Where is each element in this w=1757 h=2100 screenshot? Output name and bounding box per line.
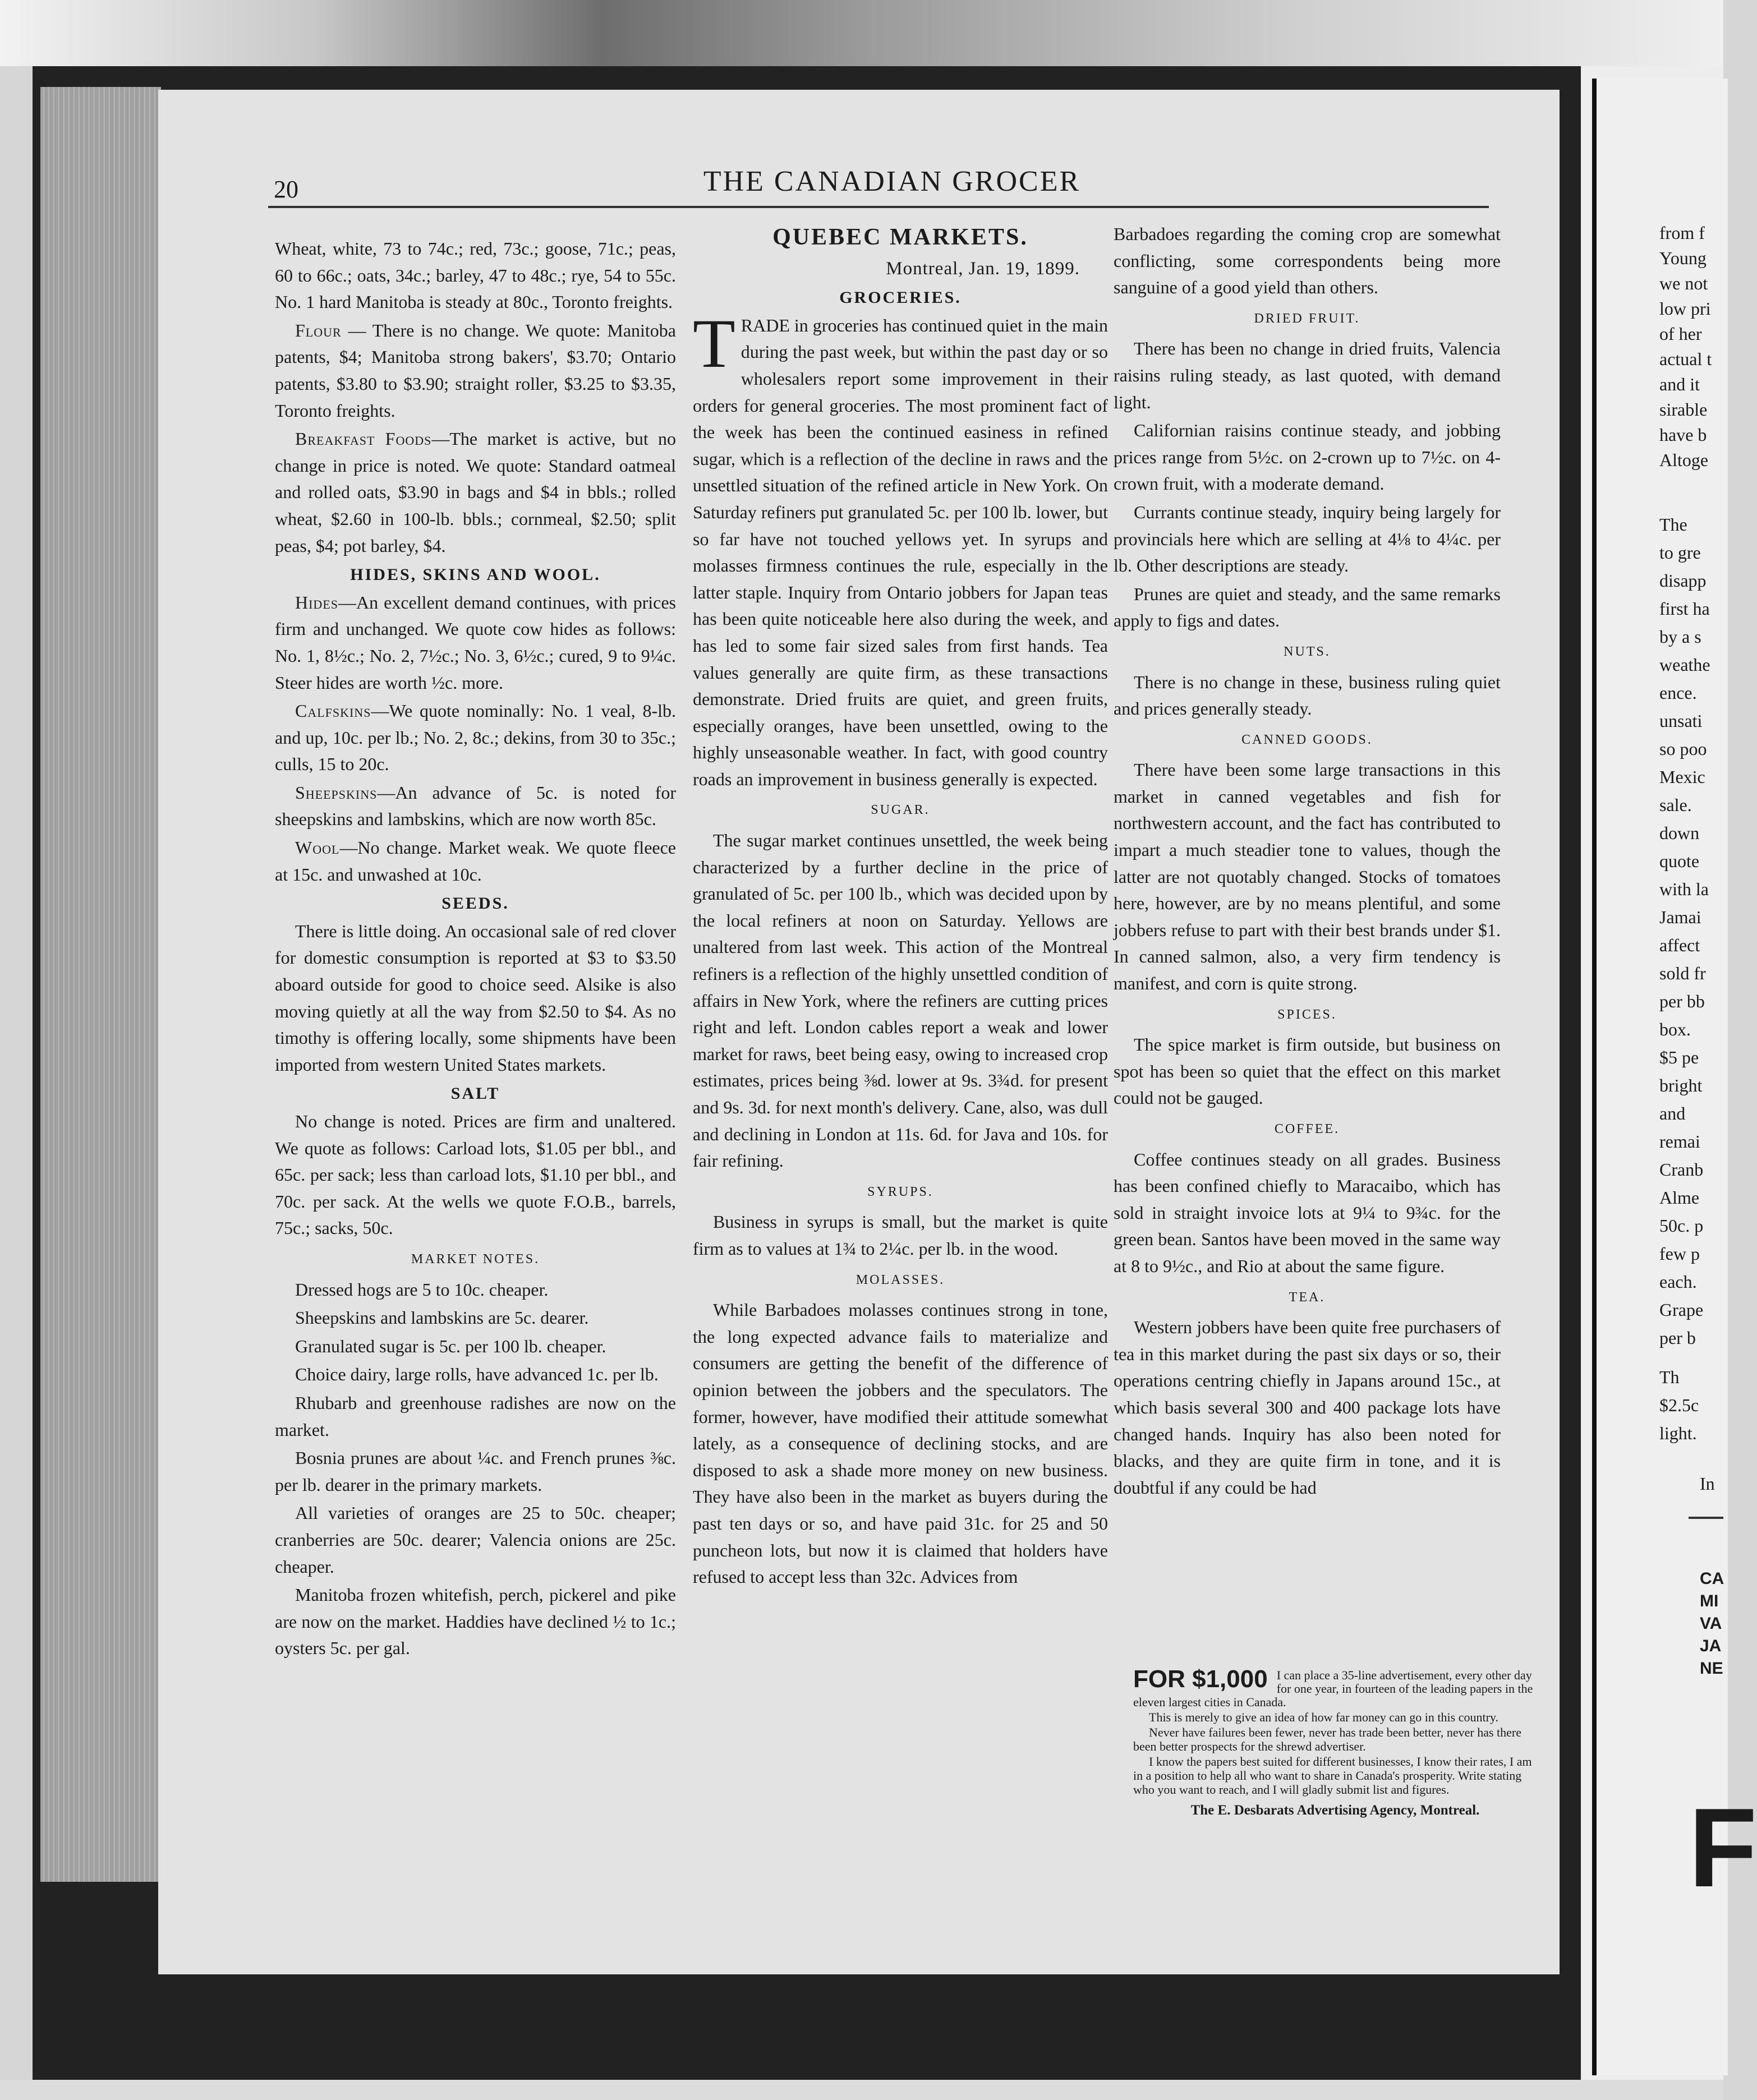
fragment-line: each. [1659, 1272, 1697, 1292]
fragment-line: affect [1659, 935, 1700, 955]
fragment-line: down [1659, 823, 1700, 843]
hides-text: —An excellent demand continues, with prices firm and unchanged. We quote cow hides as follows: No. 1, 8½c.; No. 2, 7½c.; No. 3, 6½c.; cured, 9 to 9¼c. Steer hides are worth ½c. more. [275, 592, 676, 693]
ad-paragraph: This is merely to give an idea of how far money can go in this country. [1149, 1710, 1498, 1724]
market-note: Bosnia prunes are about ¼c. and French prunes ⅜c. per lb. dearer in the primary markets. [275, 1448, 676, 1495]
fragment-line: per bb [1659, 991, 1705, 1011]
fragment-bold-line: MI [1700, 1592, 1719, 1610]
fragment-line: per b [1659, 1328, 1696, 1348]
breakfast-foods-label: Breakfast Foods [295, 429, 432, 449]
fragment-line: Jamai [1659, 907, 1701, 927]
fragment-line: low pri [1659, 298, 1711, 319]
fragment-line: In [1700, 1473, 1715, 1494]
fragment-bold-line: JA [1700, 1637, 1722, 1655]
fragment-line: bright [1659, 1075, 1703, 1095]
scan-top-shadow [0, 0, 1723, 66]
fragment-bold-line: VA [1700, 1614, 1722, 1633]
wool-text: —No change. Market weak. We quote fleece at 15c. and unwashed at 10c. [275, 837, 676, 885]
market-note: Manitoba frozen whitefish, perch, pickerel and pike are now on the market. Haddies have declined ½ to 1c.; oysters 5c. per gal. [275, 1585, 676, 1659]
hides-paragraph [275, 590, 676, 696]
quebec-markets-title: QUEBEC MARKETS. [772, 224, 1028, 250]
market-notes-heading: MARKET NOTES. [411, 1251, 540, 1267]
scan-bottom-strip [0, 2080, 1723, 2100]
coffee-heading: COFFEE. [1274, 1122, 1340, 1136]
fragment-line: we not [1659, 273, 1708, 293]
fragment-line: Mexic [1659, 767, 1705, 787]
desbarats-advertisement [1133, 1665, 1537, 1904]
fragment-line: disapp [1659, 570, 1707, 591]
spices-heading: SPICES. [1277, 1007, 1337, 1022]
market-note: Dressed hogs are 5 to 10c. cheaper. [295, 1279, 549, 1300]
fragment-line: $2.5c [1659, 1395, 1699, 1415]
seeds-heading: SEEDS. [441, 894, 509, 913]
fragment-line: with la [1659, 879, 1709, 899]
fragment-line: The [1659, 514, 1687, 535]
fragment-line: 50c. p [1659, 1215, 1704, 1236]
fragment-line: from f [1659, 223, 1705, 243]
fragment-line: and [1659, 1103, 1686, 1123]
fragment-line: of her [1659, 324, 1702, 344]
flour-paragraph [275, 317, 676, 424]
seeds-paragraph: There is little doing. An occasional sale of red clover for domestic consumption is reported at $3 to $3.50 aboard outside for good to choice seed. Alsike is also moving quietly at all the way from $2.50 to $4. As no timothy is offering locally, some shipments have been imported from western United States markets. [275, 920, 676, 1075]
dried-fruit-heading: DRIED FRUIT. [1254, 311, 1360, 326]
fragment-line: light. [1659, 1423, 1697, 1443]
canned-goods-paragraph: There have been some large transactions in this market in canned vegetables and fish for northwestern account, and the fact has contributed to impart a much steadier tone to values, though the latter are not quotably changed. Stocks of tomatoes here, however, are by no means plentiful, and some jobbers refuse to part with their best brands under $1. In canned salmon, also, a very firm tendency is manifest, and corn is quite strong. [1114, 759, 1501, 994]
calfskins-text: —We quote nominally: No. 1 veal, 8-lb. and up, 10c. per lb.; No. 2, 8c.; dekins, from 30 to 35c.; culls, 15 to 20c. [275, 701, 676, 775]
fragment-line: ence. [1659, 683, 1697, 703]
fragment-line: by a s [1659, 627, 1701, 647]
dried-fruit-paragraph: Californian raisins continue steady, and jobbing prices range from 5½c. on 2-crown up to 7½c. on 4-crown fruit, with a moderate demand. [1114, 420, 1501, 494]
fragment-line: have b [1659, 425, 1707, 445]
molasses-heading: MOLASSES. [855, 1272, 945, 1287]
column-1 [275, 236, 676, 1664]
groceries-paragraph [693, 305, 1108, 793]
hides-label: Hides [295, 592, 338, 612]
hides-heading: HIDES, SKINS AND WOOL. [350, 565, 601, 584]
molasses-continued: Barbadoes regarding the coming crop are somewhat conflicting, some correspondents being more sanguine of a good yield than others. [1114, 224, 1501, 298]
fragment-rule [1689, 1517, 1723, 1519]
breakfast-foods-paragraph [275, 426, 676, 559]
ad-agency-signature: The E. Desbarats Advertising Agency, Montreal. [1190, 1803, 1480, 1818]
ad-intro: I can place a 35-line advertisement, every other day for one year, in fourteen of the leading papers in the eleven largest cities in Canada. [1133, 1668, 1533, 1709]
dried-fruit-paragraph: There has been no change in dried fruits, Valencia raisins ruling steady, as last quoted, with demand light. [1114, 338, 1501, 412]
fragment-line: actual t [1659, 349, 1712, 369]
drop-cap: T [693, 305, 735, 382]
market-note: Sheepskins and lambskins are 5c. dearer. [295, 1307, 589, 1328]
fragment-line: sale. [1659, 795, 1692, 815]
nuts-paragraph: There is no change in these, business ruling quiet and prices generally steady. [1114, 671, 1501, 719]
book-page-edges [40, 87, 161, 1882]
fragment-line: so poo [1659, 739, 1707, 759]
fragment-line: Young [1659, 248, 1707, 268]
column-3 [1114, 221, 1501, 1503]
fragment-line: Cranb [1659, 1159, 1704, 1180]
dried-fruit-paragraph: Prunes are quiet and steady, and the same remarks apply to figs and dates. [1114, 583, 1501, 631]
molasses-paragraph: While Barbadoes molasses continues strong in tone, the long expected advance fails to materialize and consumers are getting the benefit of the difference of opinion between the jobbers and the speculators. The former, however, have modified their attitude somewhat lately, as a consequence of declining stocks, and are disposed to ask a shade more money on new business. They have also been in the market as buyers during the past ten days or so, and have paid 31c. for 25 and 50 puncheon lots, but now it is claimed that holders have refused to accept less than 32c. Advices from [693, 1300, 1108, 1587]
spices-paragraph: The spice market is firm outside, but business on spot has been so quiet that the effect on this market could not be gauged. [1114, 1034, 1501, 1108]
flour-label: Flour [295, 320, 342, 340]
calfskins-paragraph [275, 698, 676, 778]
dateline: Montreal, Jan. 19, 1899. [886, 258, 1080, 279]
fragment-bold-line: CA [1700, 1569, 1724, 1588]
fragment-line: $5 pe [1659, 1047, 1699, 1067]
fragment-line: remai [1659, 1131, 1700, 1152]
fragment-line: weathe [1659, 655, 1710, 675]
sheepskins-paragraph [275, 780, 676, 833]
salt-paragraph: No change is noted. Prices are firm and unaltered. We quote as follows: Carload lots, $1.05 per bbl., and 65c. per sack; less than carload lots, $1.10 per bbl., and 70c. per sack. At the wells we quote F.O.B., barrels, 75c.; sacks, 50c. [275, 1111, 676, 1238]
fragment-line: Grape [1659, 1300, 1704, 1320]
fragment-line: Alme [1659, 1187, 1700, 1208]
market-note: Granulated sugar is 5c. per 100 lb. cheaper. [295, 1335, 606, 1356]
ad-paragraph: Never have failures been fewer, never has trade been better, never has there been better prospects for the shrewd advertiser. [1133, 1725, 1521, 1753]
sugar-paragraph: The sugar market continues unsettled, the week being characterized by a further decline in the price of granulated of 5c. per 100 lb., which was decided upon by the local refiners at noon on Saturday. Yellows are unaltered from last week. This action of the Montreal refiners is a reflection of the highly unsettled condition of affairs in New York, where the refiners are cutting prices right and left. London cables report a weak and lower market for raws, beet being easy, owing to increased crop estimates, prices being ⅜d. lower at 9s. 3¾d. for present and 9s. 3d. for next month's delivery. Cane, also, was dull and declining in London at 11s. 6d. for Java and 10s. for fair refining. [693, 830, 1108, 1171]
breakfast-foods-text: —The market is active, but no change in price is noted. We quote: Standard oatmeal and rolled oats, $3.90 in bags and $4 in bbls.; rolled wheat, $2.60 in 100-lb. bbls.; cornmeal, $2.50; split peas, $4; pot barley, $4. [275, 429, 676, 556]
tea-heading: TEA. [1289, 1290, 1326, 1305]
sheepskins-text: —An advance of 5c. is noted for sheepskins and lambskins, which are now worth 85c. [275, 782, 676, 830]
syrups-heading: SYRUPS. [867, 1184, 933, 1199]
wool-label: Wool [295, 837, 340, 858]
fragment-large-letter: F [1689, 1785, 1757, 1910]
canned-goods-heading: CANNED GOODS. [1241, 732, 1373, 747]
wheat-paragraph: Wheat, white, 73 to 74c.; red, 73c.; goose, 71c.; peas, 60 to 66c.; oats, 34c.; barley, 47 to 48c.; rye, 54 to 55c. No. 1 hard Manitoba is steady at 80c., Toronto freights. [275, 238, 676, 312]
fragment-line: Th [1659, 1367, 1680, 1387]
fragment-line: sold fr [1659, 963, 1706, 983]
market-note: All varieties of oranges are 25 to 50c. cheaper; cranberries are 50c. dearer; Valencia onions are 25c. cheaper. [275, 1503, 676, 1577]
calfskins-label: Calfskins [295, 701, 371, 721]
fragment-line: box. [1659, 1019, 1691, 1039]
groceries-text: RADE in groceries has continued quiet in the main during the past week, but within the past day or so wholesalers report some improvement in their orders for general groceries. The most prominent fact of the week has been the continued easiness in refined sugar, which is a reflection of the decline in raws and the unsettled situation of the refined article in New York. On Saturday refiners put granulated 5c. per 100 lb. lower, but so far have not touched yellows yet. In syrups and molasses firmness continues the rule, especially in the latter staple. Inquiry from Ontario jobbers for Japan teas has been quite noticeable here also during the week, and has led to some fair sized sales from first hands. Tea values generally are quite firm, as these transactions demonstrate. Dried fruits are quiet, and green fruits, especially oranges, have been unsettled, owing to the highly unseasonable weather. In fact, with good country roads an improvement in business generally is expected. [693, 315, 1108, 789]
fragment-line: to gre [1659, 542, 1701, 563]
fragment-bold-line: NE [1700, 1659, 1723, 1678]
fragment-line: and it [1659, 374, 1700, 394]
sheepskins-label: Sheepskins [295, 782, 378, 803]
market-note: Rhubarb and greenhouse radishes are now on the market. [275, 1392, 676, 1440]
coffee-paragraph: Coffee continues steady on all grades. Business has been confined chiefly to Maracaibo, which has sold in straight invoice lots at 9¼ to 9¾c. for the green bean. Santos have been moved in the same way at 8 to 9½c., and Rio at about the same figure. [1114, 1149, 1501, 1276]
nuts-heading: NUTS. [1284, 644, 1331, 659]
dried-fruit-paragraph: Currants continue steady, inquiry being largely for provincials here which are selling at 4⅛ to 4¼c. per lb. Other descriptions are steady. [1114, 501, 1501, 576]
fragment-line: few p [1659, 1244, 1700, 1264]
flour-text: — There is no change. We quote: Manitoba patents, $4; Manitoba strong bakers', $3.70; Ontario patents, $3.80 to $3.90; straight roller, $3.25 to $3.35, Toronto freights. [275, 320, 676, 421]
market-note: Choice dairy, large rolls, have advanced 1c. per lb. [295, 1364, 659, 1385]
fragment-line: first ha [1659, 598, 1710, 619]
salt-heading: SALT [450, 1084, 500, 1103]
header-rule [268, 206, 1489, 208]
fragment-line: sirable [1659, 399, 1708, 420]
fragment-line: quote [1659, 851, 1700, 871]
sugar-heading: SUGAR. [871, 803, 930, 818]
fragment-line: unsati [1659, 711, 1703, 731]
ad-paragraph: I know the papers best suited for different businesses, I know their rates, I am in a position to help all who want to share in Canada's prosperity. Write stating who you want to reach, and I will gladly submit list and figures. [1133, 1754, 1532, 1797]
ad-headline: FOR $1,000 [1133, 1665, 1268, 1693]
page-number: 20 [274, 176, 298, 203]
tea-paragraph: Western jobbers have been quite free purchasers of tea in this market during the past six days or so, their operations centring chiefly in Japans around 15c., at which basis several 300 and 400 package lots have changed hands. Inquiry has also been noted for blacks, and they are quite firm in tone, and it is doubtful if any could be had [1114, 1317, 1501, 1498]
column-2 [693, 224, 1108, 1592]
groceries-heading: GROCERIES. [839, 288, 962, 307]
wool-paragraph [275, 835, 676, 888]
syrups-paragraph: Business in syrups is small, but the market is quite firm as to values at 1¾ to 2¼c. per lb. in the wood. [693, 1212, 1108, 1259]
fragment-line: Altoge [1659, 450, 1709, 470]
masthead-title: THE CANADIAN GROCER [703, 165, 1081, 197]
